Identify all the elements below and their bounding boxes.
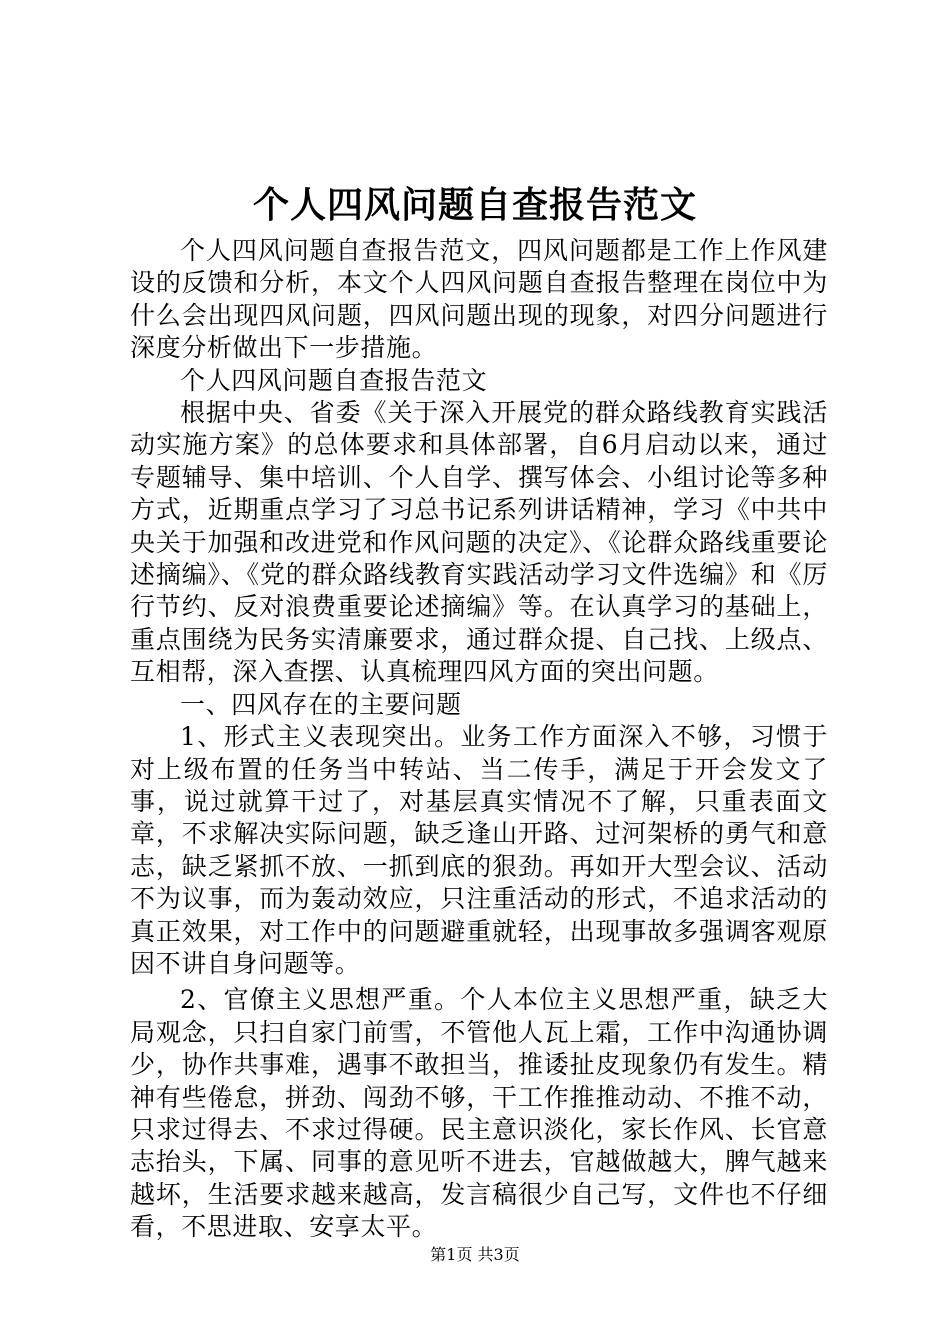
paragraph-subtitle: 个人四风问题自查报告范文	[180, 365, 488, 395]
paragraph-intro: 个人四风问题自查报告范文，四风问题都是工作上作风建设的反馈和分析，本文个人四风问题自查报告整理在岗位中为什么会出现四风问题，四风问题出现的现象，对四分问题进行深度分析做出下一步措施。	[130, 236, 828, 363]
page-number-footer: 第1页 共3页	[430, 1245, 520, 1264]
paragraph-formalism: 1、形式主义表现突出。业务工作方面深入不够，习惯于对上级布置的任务当中转站、当二传手，满足于开会发文了事，说过就算干过了，对基层真实情况不了解，只重表面文章，不求解决实际问题，缺乏逢山开路、过河架桥的勇气和意志，缺乏紧抓不放、一抓到底的狠劲。再如开大型会议、活动不为议事，而为轰动效应，只注重活动的形式，不追求活动的真正效果，对工作中的问题避重就轻，出现事故多强调客观原因不讲自身问题等。	[130, 722, 828, 978]
document-title: 个人四风问题自查报告范文	[252, 184, 697, 226]
paragraph-background: 根据中央、省委《关于深入开展党的群众路线教育实践活动实施方案》的总体要求和具体部署，自6月启动以来，通过专题辅导、集中培训、个人自学、撰写体会、小组讨论等多种方式，近期重点学习了习总书记系列讲话精神，学习《中共中央关于加强和改进党和作风问题的决定》、《论群众路线重要论述摘编》、《党的群众路线教育实践活动学习文件选编》和《厉行节约、反对浪费重要论述摘编》等。在认真学习的基础上，重点围绕为民务实清廉要求，通过群众提、自己找、上级点、互相帮，深入查摆、认真梳理四风方面的突出问题。	[130, 398, 828, 687]
document-body	[130, 235, 828, 1244]
paragraph-bureaucratism: 2、官僚主义思想严重。个人本位主义思想严重，缺乏大局观念，只扫自家门前雪，不管他人瓦上霜，工作中沟通协调少，协作共事难，遇事不敢担当，推诿扯皮现象仍有发生。精神有些倦怠，拼劲、闯劲不够，干工作推推动动、不推不动，只求过得去、不求过得硬。民主意识淡化，家长作风、长官意志抬头，下属、同事的意见听不进去，官越做越大，脾气越来越坏，生活要求越来越高，发言稿很少自己写，文件也不仔细看，不思进取、安享太平。	[130, 985, 828, 1242]
section-heading: 一、四风存在的主要问题	[180, 689, 462, 719]
